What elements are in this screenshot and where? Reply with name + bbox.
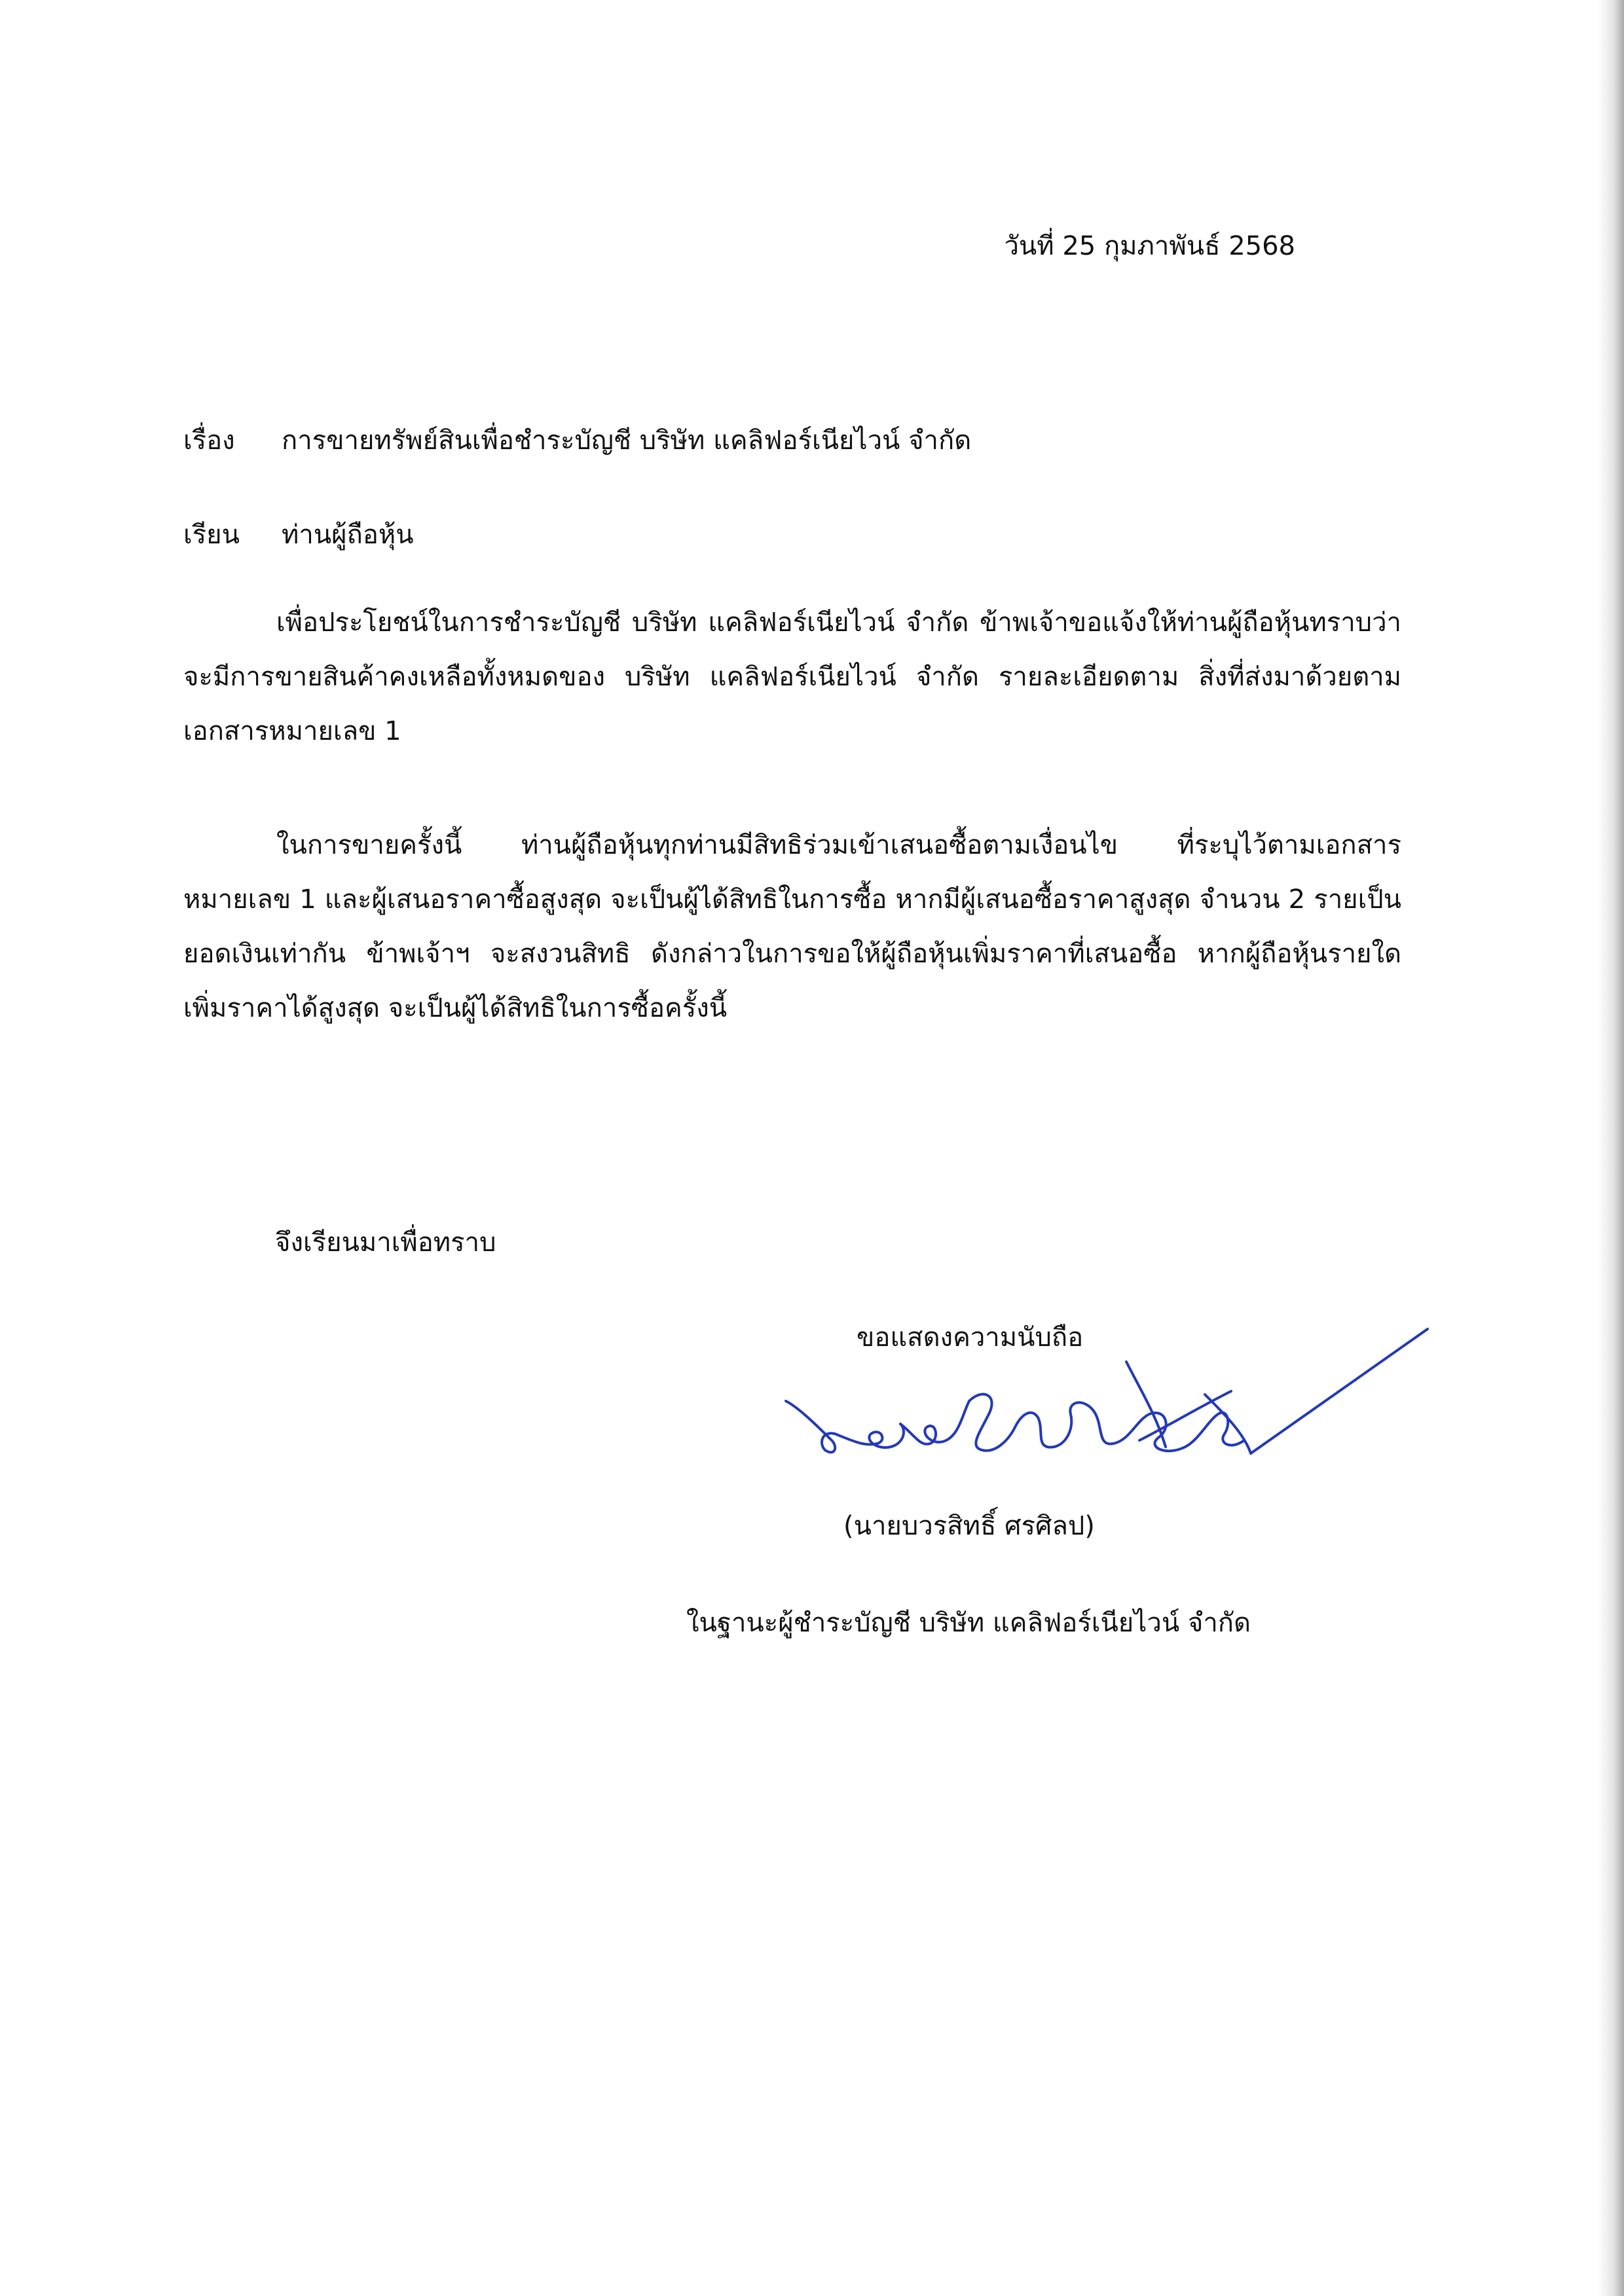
subject-text: การขายทรัพย์สินเพื่อชำระบัญชี บริษัท แคลิฟอร์เนียไวน์ จำกัด bbox=[282, 426, 972, 456]
handwritten-signature bbox=[773, 1316, 1441, 1499]
closing-text: จึงเรียนมาเพื่อทราบ bbox=[275, 1228, 496, 1258]
signer-name: (นายบวรสิทธิ์ ศรศิลป) bbox=[843, 1511, 1095, 1541]
body-paragraph-1: เพื่อประโยชน์ในการชำระบัญชี บริษัท แคลิฟอร์เนียไวน์ จำกัด ข้าพเจ้าขอแจ้งให้ท่านผู้ถือหุ้นทราบว่า จะมีการขายสินค้าคงเหลือทั้งหมดของ บริษัท แคลิฟอร์เนียไวน์ จำกัด รายละเอียดตาม สิ่งที่ส่งมาด้วยตามเอกสารหมายเลข 1 bbox=[183, 608, 1401, 746]
regards-text: ขอแสดงความนับถือ bbox=[857, 1322, 1084, 1353]
recipient-label: เรียน bbox=[183, 520, 240, 550]
recipient-text: ท่านผู้ถือหุ้น bbox=[282, 520, 414, 550]
signer-position: ในฐานะผู้ชำระบัญชี บริษัท แคลิฟอร์เนียไวน์ จำกัด bbox=[686, 1608, 1251, 1638]
body-paragraph-2: ในการขายครั้งนี้ ท่านผู้ถือหุ้นทุกท่านมีสิทธิร่วมเข้าเสนอซื้อตามเงื่อนไข ที่ระบุไว้ตามเอกสารหมายเลข 1 และผู้เสนอราคาซื้อสูงสุด จะเป็นผู้ได้สิทธิในการซื้อ หากมีผู้เสนอซื้อราคาสูงสุด จำนวน 2 รายเป็นยอดเงินเท่ากัน ข้าพเจ้าฯ จะสงวนสิทธิ ดังกล่าวในการขอให้ผู้ถือหุ้นเพิ่มราคาที่เสนอซื้อ หากผู้ถือหุ้นรายใด เพิ่มราคาได้สูงสุด จะเป็นผู้ได้สิทธิในการซื้อครั้งนี้ bbox=[183, 830, 1401, 1023]
scan-edge-shadow bbox=[1598, 0, 1624, 2296]
letter-date: วันที่ 25 กุมภาพันธ์ 2568 bbox=[1004, 231, 1295, 261]
subject-label: เรื่อง bbox=[183, 426, 235, 456]
